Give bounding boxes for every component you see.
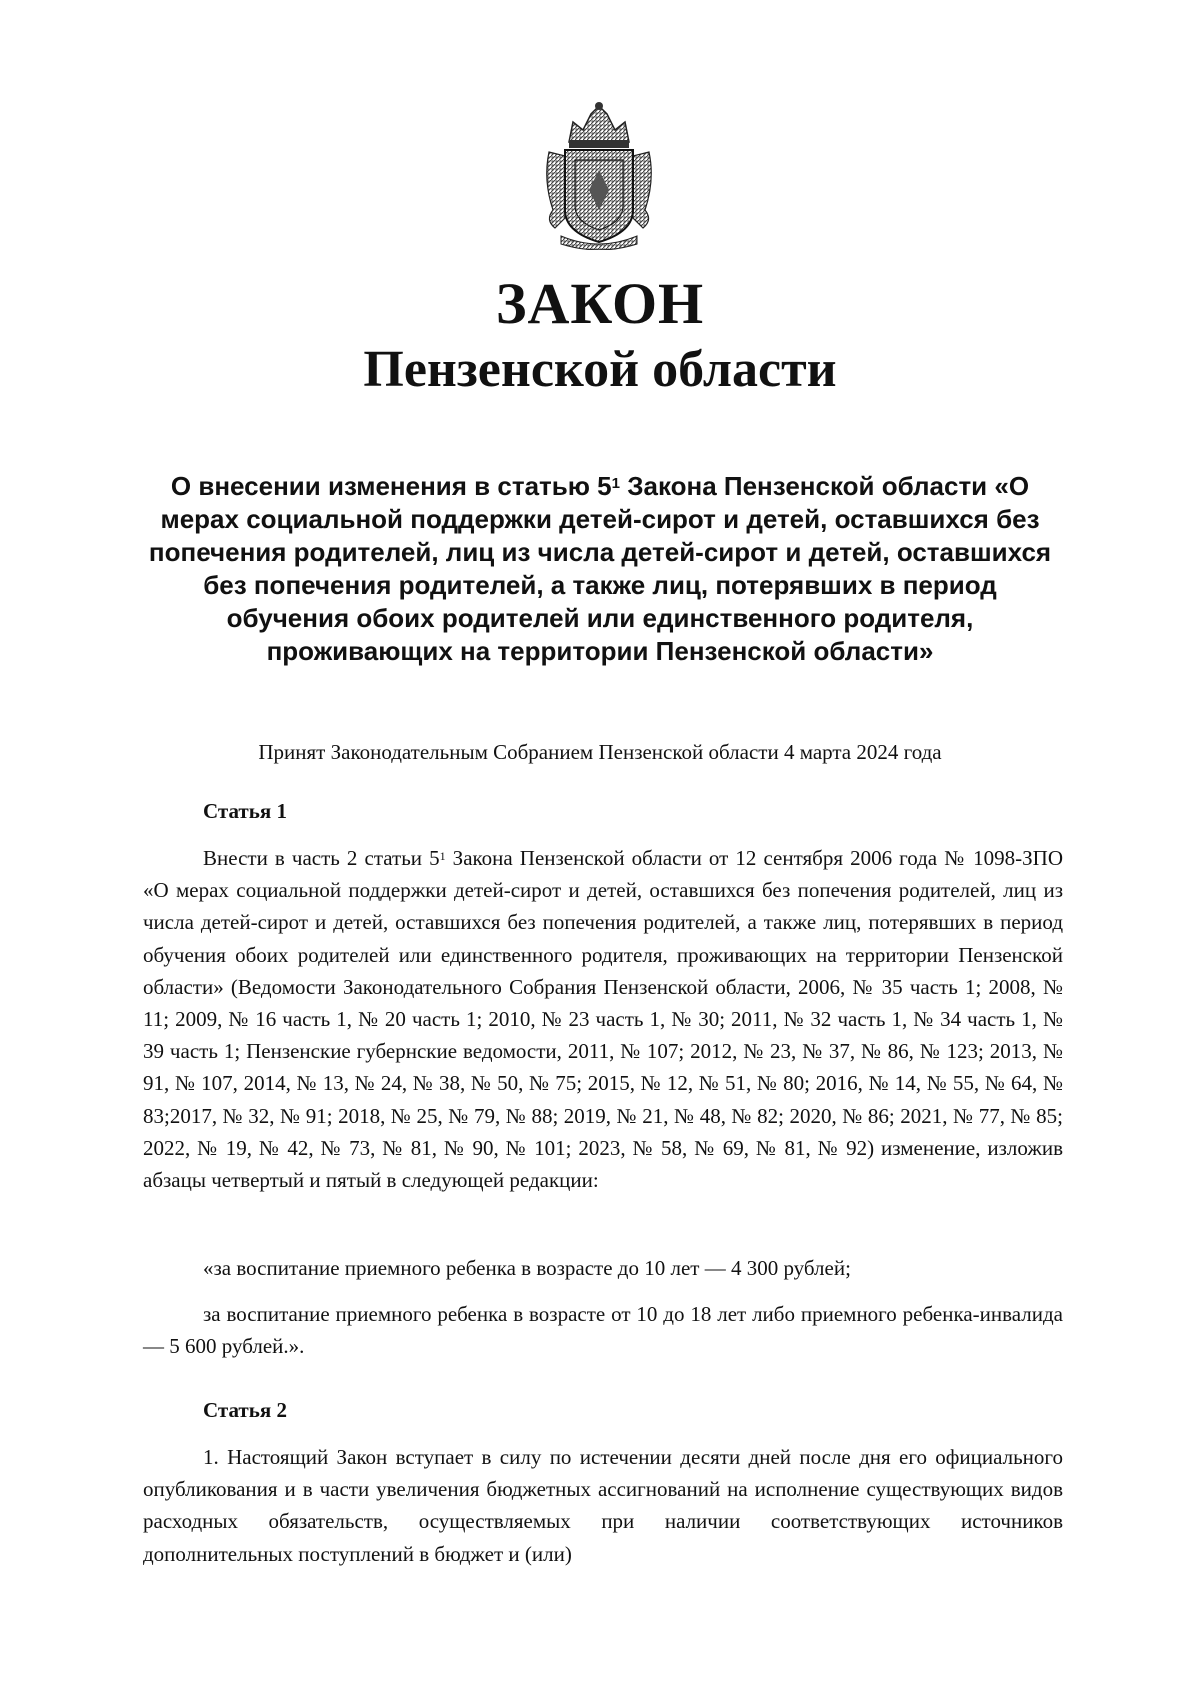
article-1-superscript: 1 [439, 849, 446, 863]
document-title: ЗАКОН [495, 271, 705, 336]
law-name-superscript: 1 [611, 475, 620, 492]
article-2-body: 1. Настоящий Закон вступает в силу по истечении десяти дней после дня его официального опубликования и в части увеличения бюджетных ассигнований на исполнение существующих видов расходных обязательств, осуществляемых при наличии соответствующих источников дополнительных поступлений в бюджет и (или) [143, 1445, 1063, 1566]
coat-of-arms-emblem [539, 100, 659, 250]
adoption-line: Принят Законодательным Собранием Пензенской области 4 марта 2024 года [258, 740, 942, 764]
article-1-body-part2: Закона Пензенской области от 12 сентября 2006 года № 1098-ЗПО «О мерах социальной поддержки детей-сирот и детей, оставшихся без попечения родителей, лиц из числа детей-сирот и детей, оставшихся без попечения родителей, а также лиц, потерявших в период обучения обоих родителей или единственного родителя, проживающих на территории Пензенской области» (Ведомости Законодательного Собрания Пензенской области, 2006, № 35 часть 1; 2008, № 11; 2009, № 16 часть 1, № 20 часть 1; 2010, № 23 часть 1, № 30; 2011, № 32 часть 1, № 34 часть 1, № 39 часть 1; Пензенские губернские ведомости, 2011, № 107; 2012, № 23, № 37, № 86, № 123; 2013, № 91, № 107, 2014, № 13, № 24, № 38, № 50, № 75; 2015, № 12, № 51, № 80; 2016, № 14, № 55, № 64, № 83;2017, № 32, № 91; 2018, № 25, № 79, № 88; 2019, № 21, № 48, № 82; 2020, № 86; 2021, № 77, № 85; 2022, № 19, № 42, № 73, № 81, № 90, № 101; 2023, № 58, № 69, № 81, № 92) изменение, изложив абзацы четвертый и пятый в следующей редакции: [143, 846, 1063, 1193]
article-1-quote-1: «за воспитание приемного ребенка в возрасте до 10 лет — 4 300 рублей; [203, 1256, 851, 1280]
article-2-heading: Статья 2 [203, 1398, 287, 1422]
article-1-body [143, 842, 1063, 1196]
article-1-heading: Статья 1 [203, 799, 287, 823]
law-name-part2: Закона Пензенской области «О мерах социальной поддержки детей-сирот и детей, оставшихся без попечения родителей, лиц из числа детей-сирот и детей, оставшихся без попечения родителей, а также лиц, потерявших в период обучения обоих родителей или единственного родителя, проживающих на территории Пензенской области» [148, 471, 1052, 666]
law-name [140, 470, 1060, 668]
article-1-body-part1: Внести в часть 2 статьи 5 [203, 846, 440, 870]
law-name-part1: О внесении изменения в статью 5 [170, 471, 612, 501]
article-1-quote-2: за воспитание приемного ребенка в возрасте от 10 до 18 лет либо приемного ребенка-инвалида — 5 600 рублей.». [143, 1302, 1063, 1359]
document-subtitle: Пензенской области [363, 341, 837, 398]
